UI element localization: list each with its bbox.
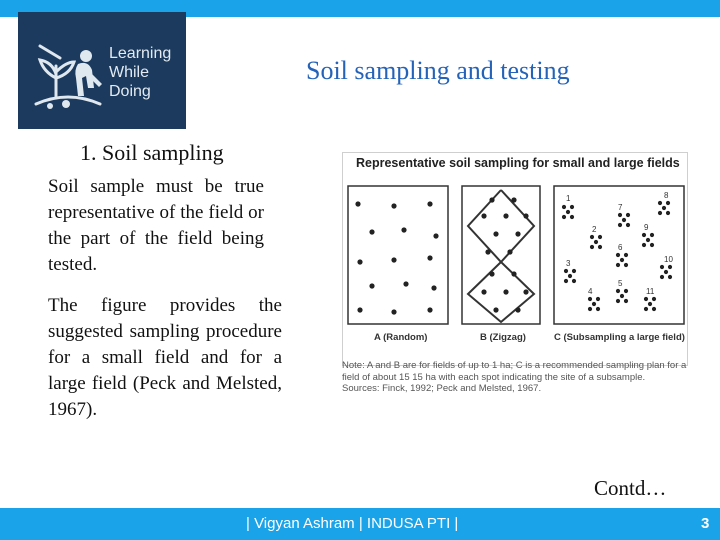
subsample-point xyxy=(624,253,628,257)
random-sample-point xyxy=(357,307,362,312)
subsample-point xyxy=(572,269,576,273)
subsample-point xyxy=(562,205,566,209)
logo-line-2: While xyxy=(109,64,150,81)
zigzag-sample-point xyxy=(511,197,516,202)
subsample-point xyxy=(590,245,594,249)
random-sample-point xyxy=(369,283,374,288)
subsample-point xyxy=(592,302,596,306)
subsample-point xyxy=(572,279,576,283)
subsample-number-6: 6 xyxy=(618,243,623,252)
subsample-point xyxy=(588,297,592,301)
zigzag-sample-point xyxy=(511,271,516,276)
subsample-number-5: 5 xyxy=(618,279,623,288)
subsample-point xyxy=(624,289,628,293)
subsample-point xyxy=(666,211,670,215)
subsample-point xyxy=(644,307,648,311)
subsample-number-11: 11 xyxy=(646,287,655,296)
subsample-number-3: 3 xyxy=(566,259,571,268)
random-sample-point xyxy=(403,281,408,286)
subsample-clusters xyxy=(562,201,672,311)
random-sample-point xyxy=(391,309,396,314)
subsample-point xyxy=(590,235,594,239)
subsample-number-8: 8 xyxy=(664,191,669,200)
subsample-point xyxy=(662,206,666,210)
zigzag-sample-point xyxy=(503,213,508,218)
subsample-point xyxy=(660,275,664,279)
random-sample-point xyxy=(427,255,432,260)
subsample-point xyxy=(624,263,628,267)
plot-c-label: C (Subsampling a large field) xyxy=(554,332,685,343)
logo-line-1: Learning xyxy=(109,45,172,62)
random-sample-point xyxy=(427,201,432,206)
subsample-number-2: 2 xyxy=(592,225,597,234)
subsample-point xyxy=(588,307,592,311)
body-paragraph-1: Soil sample must be true representative of the field or the part of the field being tested. xyxy=(48,176,264,275)
subsample-point xyxy=(596,297,600,301)
zigzag-sample-point xyxy=(481,289,486,294)
subsample-point xyxy=(620,258,624,262)
subsample-number-4: 4 xyxy=(588,287,593,296)
subsample-point xyxy=(648,302,652,306)
plot-a-label: A (Random) xyxy=(374,332,428,343)
learning-while-doing-logo xyxy=(18,12,186,129)
subsample-point xyxy=(570,215,574,219)
subsample-point xyxy=(660,265,664,269)
subsample-point xyxy=(668,265,672,269)
subsample-point xyxy=(566,210,570,214)
subsample-point xyxy=(644,297,648,301)
subsample-point xyxy=(596,307,600,311)
subsample-point xyxy=(594,240,598,244)
zigzag-path-upper xyxy=(468,190,534,262)
subsample-point xyxy=(646,238,650,242)
random-sample-point xyxy=(391,203,396,208)
subsample-point xyxy=(650,243,654,247)
figure-heading: Representative soil sampling for small and large fields xyxy=(356,156,680,170)
subsample-point xyxy=(616,263,620,267)
zigzag-sample-point xyxy=(503,289,508,294)
random-sample-point xyxy=(357,259,362,264)
subsample-point xyxy=(652,297,656,301)
subsample-number-1: 1 xyxy=(566,194,571,203)
random-sample-point xyxy=(433,233,438,238)
footer-text: | Vigyan Ashram | INDUSA PTI | xyxy=(246,515,459,532)
subsample-point xyxy=(658,211,662,215)
subsample-point xyxy=(564,279,568,283)
subsample-point xyxy=(568,274,572,278)
zigzag-sample-point xyxy=(489,271,494,276)
subsample-point xyxy=(622,218,626,222)
subsample-point xyxy=(616,253,620,257)
sampling-figure xyxy=(342,176,686,352)
subsample-point xyxy=(652,307,656,311)
subsample-point xyxy=(618,213,622,217)
subsample-point xyxy=(564,269,568,273)
random-sample-point xyxy=(431,285,436,290)
random-sample-point xyxy=(369,229,374,234)
zigzag-sample-point xyxy=(515,231,520,236)
subsample-point xyxy=(620,294,624,298)
subsample-point xyxy=(616,289,620,293)
subsample-point xyxy=(664,270,668,274)
logo-line-3: Doing xyxy=(109,83,151,100)
body-paragraph-2: The figure provides the suggested sampling procedure for a small field and for a large field (Peck and Melsted, 1967). xyxy=(48,295,282,420)
zigzag-sample-point xyxy=(515,307,520,312)
subsample-point xyxy=(570,205,574,209)
figure-caption xyxy=(342,360,692,395)
subsample-point xyxy=(658,201,662,205)
subsample-point xyxy=(598,245,602,249)
subsample-point xyxy=(598,235,602,239)
zigzag-sample-point xyxy=(485,249,490,254)
subsample-number-10: 10 xyxy=(664,255,673,264)
subsample-point xyxy=(626,213,630,217)
zigzag-sample-point xyxy=(523,289,528,294)
subsample-point xyxy=(642,233,646,237)
continued-label: Contd… xyxy=(594,476,667,500)
subsample-point xyxy=(624,299,628,303)
subsample-point xyxy=(626,223,630,227)
zigzag-sample-point xyxy=(507,249,512,254)
random-sample-point xyxy=(355,201,360,206)
plot-b-frame xyxy=(462,186,540,324)
subsample-point xyxy=(650,233,654,237)
random-sample-point xyxy=(427,307,432,312)
zigzag-sample-point xyxy=(523,213,528,218)
section-heading: 1. Soil sampling xyxy=(80,140,224,165)
zigzag-sample-point xyxy=(481,213,486,218)
subsample-point xyxy=(562,215,566,219)
subsample-point xyxy=(642,243,646,247)
random-sample-point xyxy=(391,257,396,262)
subsample-point xyxy=(616,299,620,303)
subsample-point xyxy=(618,223,622,227)
figure-sources: Sources: Finck, 1992; Peck and Melsted, 1967. xyxy=(342,383,542,394)
subsample-point xyxy=(666,201,670,205)
page-number: 3 xyxy=(701,515,710,532)
zigzag-sample-point xyxy=(489,197,494,202)
subsample-point xyxy=(668,275,672,279)
zigzag-sample-points xyxy=(481,197,528,312)
farmer-plant-icon xyxy=(26,26,110,116)
plot-a-frame xyxy=(348,186,448,324)
slide-title: Soil sampling and testing xyxy=(306,56,570,85)
zigzag-sample-point xyxy=(493,231,498,236)
random-sample-points xyxy=(355,201,438,314)
subsample-number-9: 9 xyxy=(644,223,649,232)
random-sample-point xyxy=(401,227,406,232)
zigzag-sample-point xyxy=(493,307,498,312)
subsample-number-7: 7 xyxy=(618,203,623,212)
plot-b-label: B (Zigzag) xyxy=(480,332,526,343)
figure-note: Note: A and B are for fields of up to 1 ha; C is a recommended sampling plan for a field of about 15 15 ha with each spot indicating the site of a subsample. xyxy=(342,360,687,383)
